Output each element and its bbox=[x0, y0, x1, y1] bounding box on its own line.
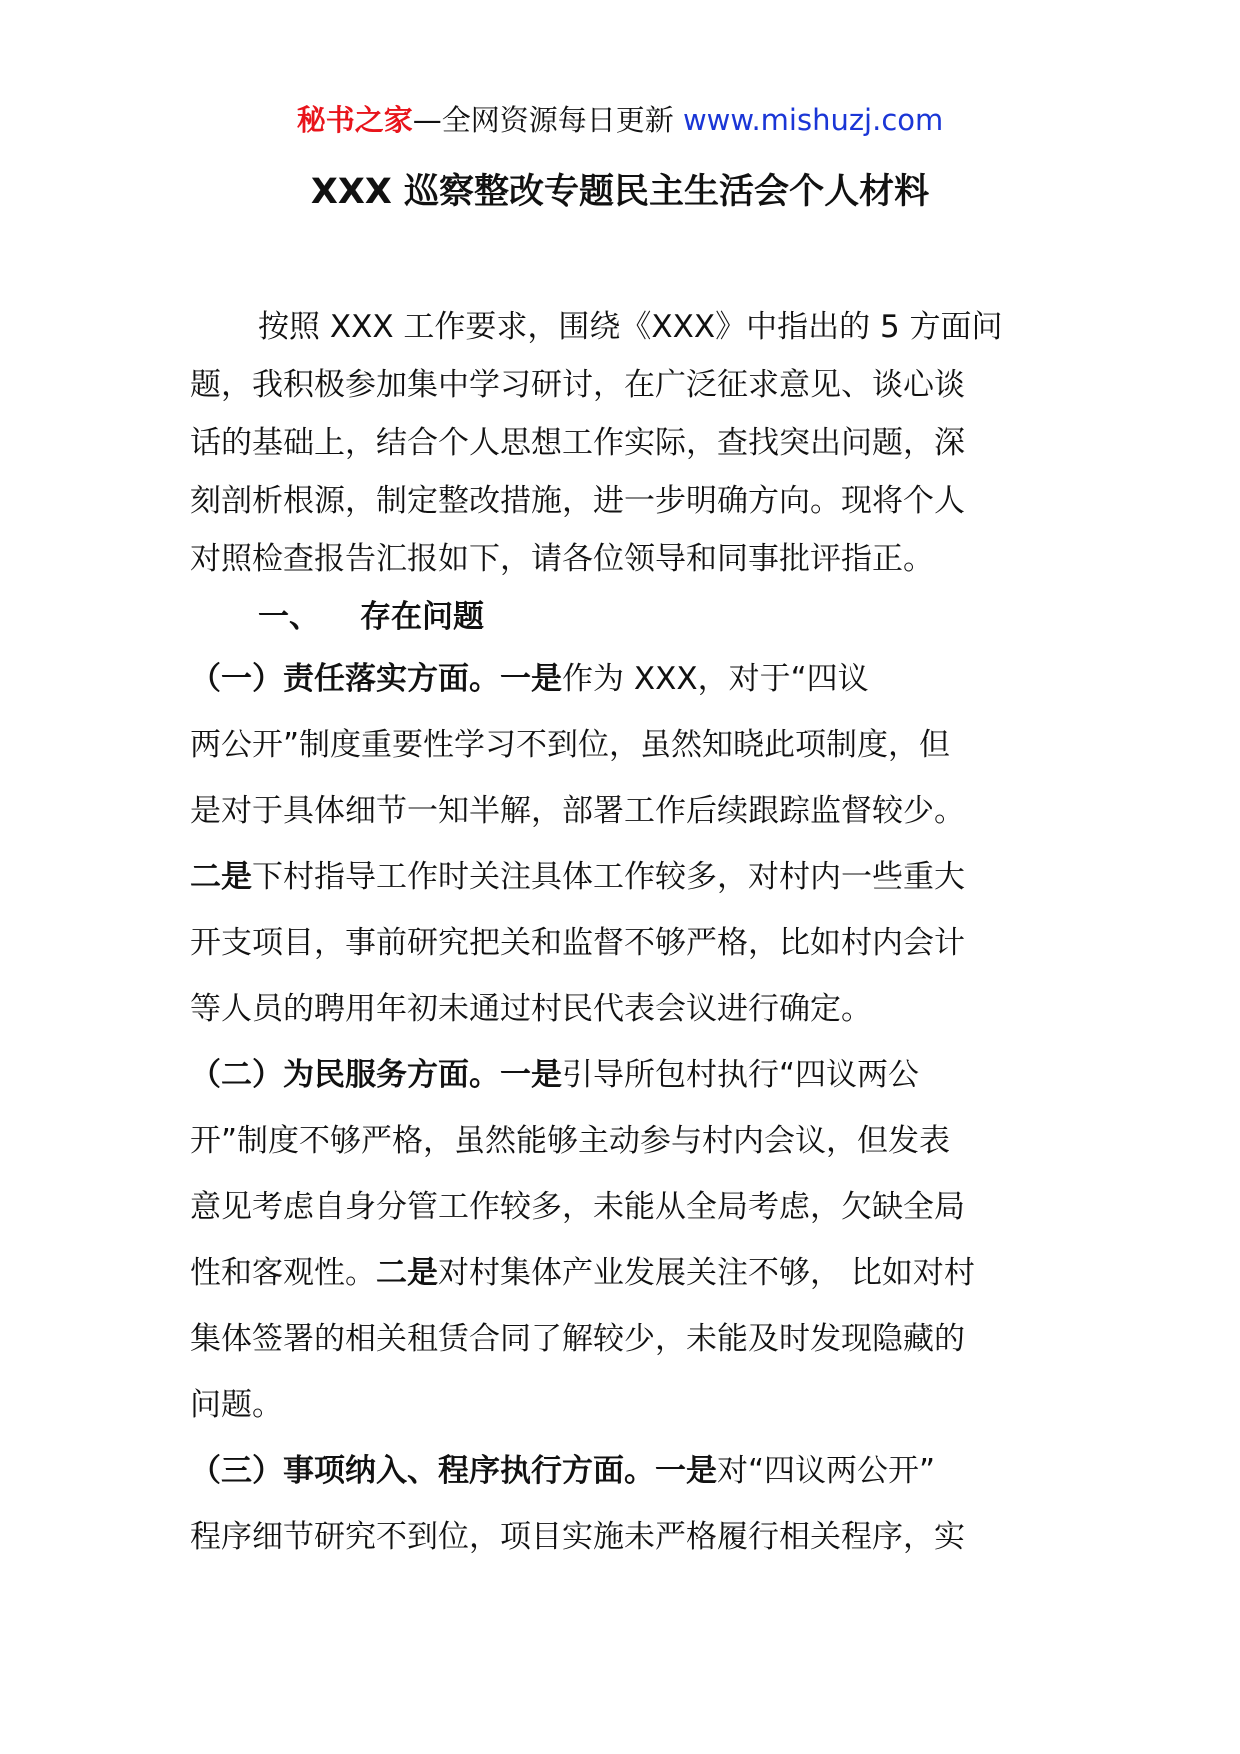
text-line: 开”制度不够严格，虽然能够主动参与村内会议，但发表 bbox=[190, 1123, 951, 1159]
text-line: 问题。 bbox=[190, 1387, 283, 1423]
document-body bbox=[190, 298, 1050, 1570]
text-line: 集体签署的相关租赁合同了解较少，未能及时发现隐藏的 bbox=[190, 1321, 965, 1357]
item-paragraph-1 bbox=[190, 646, 1050, 1042]
text-line: 意见考虑自身分管工作较多，未能从全局考虑，欠缺全局 bbox=[190, 1189, 965, 1225]
item-heading: （二）为民服务方面。 bbox=[190, 1057, 500, 1093]
brand-name: 秘书之家 bbox=[296, 103, 413, 137]
text-line: 等人员的聘用年初未通过村民代表会议进行确定。 bbox=[190, 991, 872, 1027]
text-line: 下村指导工作时关注具体工作较多，对村内一些重大 bbox=[252, 859, 965, 895]
text-line: 话的基础上，结合个人思想工作实际，查找突出问题，深 bbox=[190, 425, 965, 461]
text-line: 性和客观性。 bbox=[190, 1255, 376, 1291]
text-line: 对照检查报告汇报如下，请各位领导和同事批评指正。 bbox=[190, 541, 934, 577]
point-label: 一是 bbox=[500, 661, 562, 697]
text-line: 作为 XXX，对于“四议 bbox=[562, 661, 869, 697]
text-line: 引导所包村执行“四议两公 bbox=[562, 1057, 920, 1093]
text-line: 是对于具体细节一知半解，部署工作后续跟踪监督较少。 bbox=[190, 793, 965, 829]
item-heading: （一）责任落实方面。 bbox=[190, 661, 500, 697]
point-label: 一是 bbox=[500, 1057, 562, 1093]
text-line: 两公开”制度重要性学习不到位，虽然知晓此项制度，但 bbox=[190, 727, 951, 763]
point-label: 一是 bbox=[655, 1453, 717, 1489]
section-heading bbox=[190, 588, 1050, 646]
header-tagline: —全网资源每日更新 bbox=[412, 103, 674, 137]
text-line: 开支项目，事前研究把关和监督不够严格，比如村内会计 bbox=[190, 925, 965, 961]
item-heading: （三）事项纳入、程序执行方面。 bbox=[190, 1453, 655, 1489]
intro-paragraph bbox=[190, 298, 1050, 588]
site-header bbox=[0, 100, 1240, 140]
text-line: 题，我积极参加集中学习研讨，在广泛征求意见、谈心谈 bbox=[190, 367, 965, 403]
section-number: 一、 bbox=[258, 599, 320, 635]
text-line: 对村集体产业发展关注不够， 比如对村 bbox=[438, 1255, 975, 1291]
item-paragraph-2 bbox=[190, 1042, 1050, 1438]
text-line: 对“四议两公开” bbox=[717, 1453, 936, 1489]
point-label: 二是 bbox=[376, 1255, 438, 1291]
site-url-link[interactable]: www.mishuzj.com bbox=[682, 103, 944, 137]
section-title: 存在问题 bbox=[360, 599, 484, 635]
point-label: 二是 bbox=[190, 859, 252, 895]
text-line: 刻剖析根源，制定整改措施，进一步明确方向。现将个人 bbox=[190, 483, 965, 519]
item-paragraph-3 bbox=[190, 1438, 1050, 1570]
text-line: 程序细节研究不到位，项目实施未严格履行相关程序，实 bbox=[190, 1519, 965, 1555]
text-line: 按照 XXX 工作要求，围绕《XXX》中指出的 5 方面问 bbox=[258, 309, 1003, 345]
document-title: XXX 巡察整改专题民主生活会个人材料 bbox=[310, 172, 930, 212]
